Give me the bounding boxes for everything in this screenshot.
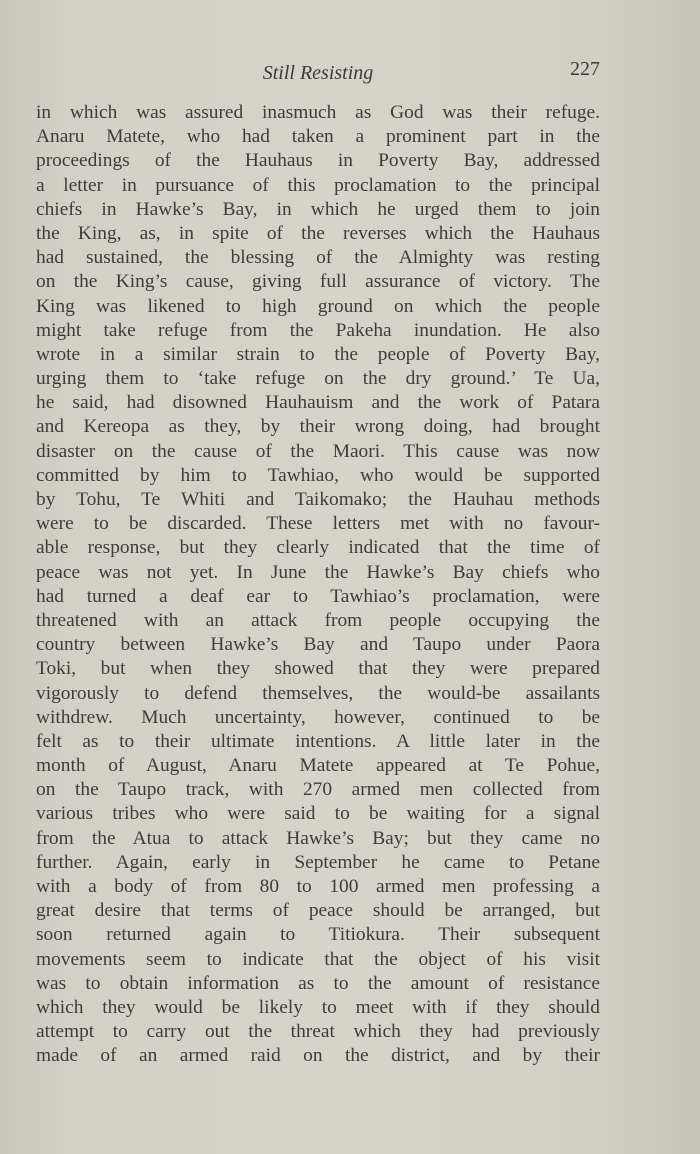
text-line: Toki, but when they showed that they were prepared [36, 658, 600, 680]
text-line: urging them to ‘take refuge on the dry ground.’ Te Ua, [36, 368, 600, 390]
text-line: month of August, Anaru Matete appeared at Te Pohue, [36, 755, 600, 777]
text-line: which they would be likely to meet with if they should [36, 996, 600, 1018]
text-line: might take refuge from the Pakeha inundation. He also [36, 319, 600, 341]
text-line: Anaru Matete, who had taken a prominent part in the [36, 126, 600, 148]
text-line: felt as to their ultimate intentions. A little later in the [36, 730, 600, 752]
text-line: by Tohu, Te Whiti and Taikomako; the Hauhau methods [36, 489, 600, 510]
text-line: vigorously to defend themselves, the would-be assailants [36, 682, 600, 704]
text-line: various tribes who were said to be waiting for a signal [36, 803, 600, 825]
text-line: country between Hawke’s Bay and Taupo under Paora [36, 634, 600, 656]
text-line: able response, but they clearly indicated that the time of [36, 537, 600, 559]
text-line: was to obtain information as to the amount of resistance [36, 972, 600, 994]
text-line: made of an armed raid on the district, and by their [36, 1045, 600, 1067]
text-line: on the Taupo track, with 270 armed men collected from [36, 779, 600, 801]
text-line: in which was assured inasmuch as God was their refuge. [36, 102, 600, 123]
text-line: had turned a deaf ear to Tawhiao’s proclamation, were [36, 585, 600, 607]
text-line: great desire that terms of peace should be arranged, but [36, 900, 600, 922]
text-line: further. Again, early in September he came to Petane [36, 851, 600, 873]
text-line: had sustained, the blessing of the Almighty was resting [36, 247, 600, 269]
text-line: were to be discarded. These letters met with no favour- [36, 513, 600, 535]
running-head-title: Still Resisting [262, 62, 374, 84]
text-line: peace was not yet. In June the Hawke’s Bay chiefs who [36, 561, 600, 583]
text-line: a letter in pursuance of this proclamation to the principal [36, 174, 600, 196]
text-line: the King, as, in spite of the reverses which the Hauhaus [36, 222, 600, 244]
text-line: and Kereopa as they, by their wrong doing, had brought [36, 416, 600, 438]
text-line: he said, had disowned Hauhauism and the work of Patara [36, 392, 600, 414]
text-line: King was likened to high ground on which the people [36, 295, 600, 317]
text-line: on the King’s cause, giving full assurance of victory. The [36, 271, 600, 293]
body-text [36, 101, 600, 1069]
text-line: disaster on the cause of the Maori. This cause was now [36, 440, 600, 462]
text-line: movements seem to indicate that the object of his visit [36, 948, 600, 970]
text-line: attempt to carry out the threat which they had previously [36, 1021, 600, 1043]
text-line: proceedings of the Hauhaus in Poverty Bay, addressed [36, 150, 600, 172]
text-line: committed by him to Tawhiao, who would be supported [36, 464, 600, 486]
running-head [36, 58, 600, 92]
text-line: wrote in a similar strain to the people of Poverty Bay, [36, 343, 600, 365]
text-line: from the Atua to attack Hawke’s Bay; but they came no [36, 827, 600, 849]
text-line: chiefs in Hawke’s Bay, in which he urged them to join [36, 198, 600, 220]
text-line: withdrew. Much uncertainty, however, continued to be [36, 706, 600, 728]
text-line: soon returned again to Titiokura. Their subsequent [36, 924, 600, 946]
text-line: with a body of from 80 to 100 armed men professing a [36, 876, 600, 897]
page-number: 227 [570, 58, 600, 80]
text-line: threatened with an attack from people occupying the [36, 609, 600, 631]
